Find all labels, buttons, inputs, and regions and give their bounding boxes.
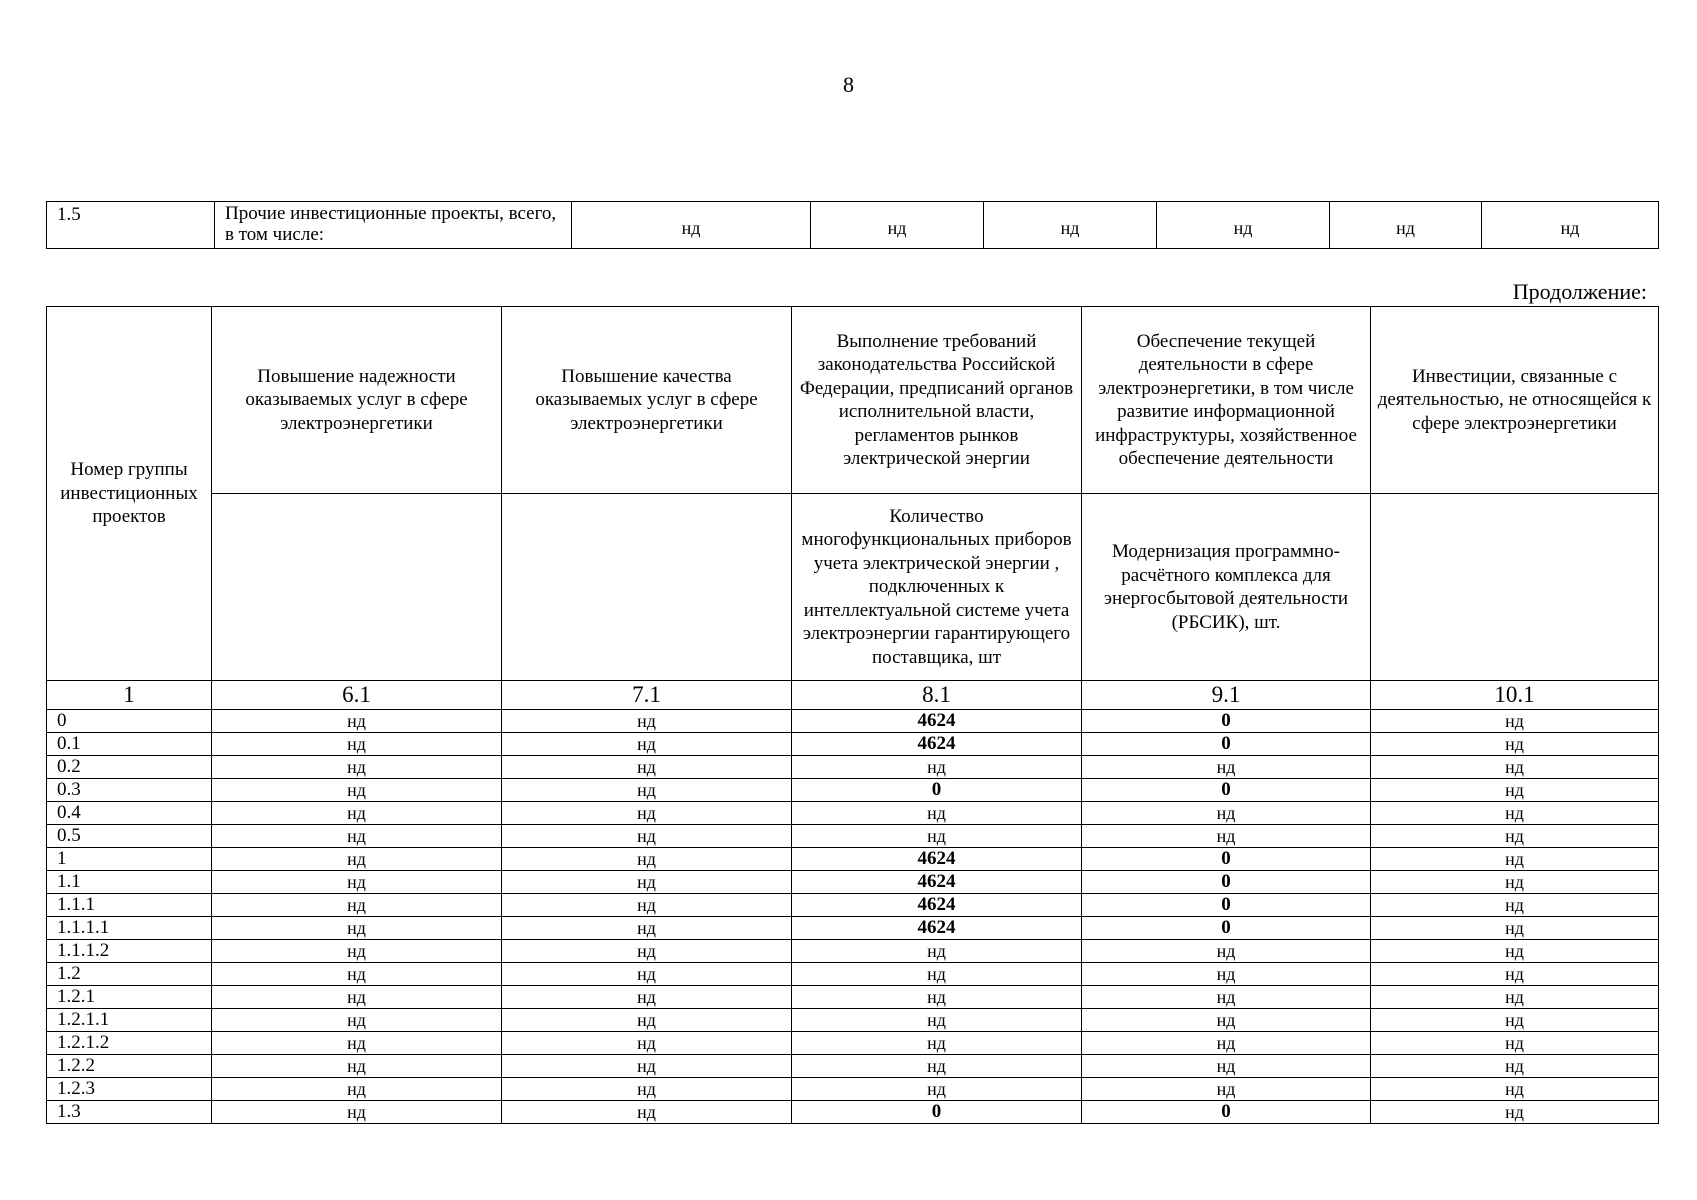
table-cell: нд xyxy=(502,825,792,848)
subheader-col7 xyxy=(502,494,792,681)
table-cell: нд xyxy=(1157,202,1330,249)
table-cell: нд xyxy=(212,756,502,779)
row-code: 0.3 xyxy=(47,779,212,802)
table-cell: 0 xyxy=(792,1101,1082,1124)
table-row xyxy=(47,963,1659,986)
table-cell: нд xyxy=(502,802,792,825)
table-cell: 0 xyxy=(792,779,1082,802)
table-cell: нд xyxy=(212,871,502,894)
table-row xyxy=(47,756,1659,779)
table-cell: 0 xyxy=(1082,710,1371,733)
table-cell: нд xyxy=(1082,1009,1371,1032)
table-cell: нд xyxy=(792,1009,1082,1032)
table-cell: нд xyxy=(212,1009,502,1032)
table-cell: нд xyxy=(502,871,792,894)
table-cell: нд xyxy=(572,202,811,249)
table-cell: нд xyxy=(1082,1055,1371,1078)
header-col9: Обеспечение текущей деятельности в сфере электроэнергетики, в том числе развитие информационной инфраструктуры, хозяйственное обеспечение деятельности xyxy=(1082,307,1371,494)
table-cell: нд xyxy=(212,963,502,986)
table-cell: нд xyxy=(792,963,1082,986)
table-row xyxy=(47,202,1659,249)
table-cell: нд xyxy=(1371,1055,1659,1078)
table-cell: нд xyxy=(212,986,502,1009)
continuation-label: Продолжение: xyxy=(1512,279,1647,304)
subheader-col9: Модернизация программно-расчётного комплекса для энергосбытовой деятельности (РБСИК), шт. xyxy=(1082,494,1371,681)
row-code: 1.2.1 xyxy=(47,986,212,1009)
row-code: 1.2.1.2 xyxy=(47,1032,212,1055)
table-cell: нд xyxy=(1082,940,1371,963)
table-cell: нд xyxy=(1371,710,1659,733)
row-code: 1.2 xyxy=(47,963,212,986)
subheader-col8: Количество многофункциональных приборов учета электрической энергии , подключенных к интеллектуальной системе учета электроэнергии гарантирующего поставщика, шт xyxy=(792,494,1082,681)
table-cell: нд xyxy=(1082,756,1371,779)
table-cell: 4624 xyxy=(792,871,1082,894)
table-cell: нд xyxy=(1371,756,1659,779)
table-row xyxy=(47,1055,1659,1078)
table-cell: нд xyxy=(1371,871,1659,894)
table-cell: нд xyxy=(502,986,792,1009)
table-cell: нд xyxy=(1371,779,1659,802)
row-code: 1.2.1.1 xyxy=(47,1009,212,1032)
table-cell: нд xyxy=(1371,894,1659,917)
table-cell: нд xyxy=(1371,1032,1659,1055)
table-cell: нд xyxy=(792,1055,1082,1078)
table-cell: нд xyxy=(1371,733,1659,756)
column-number: 10.1 xyxy=(1371,681,1659,710)
table-cell: нд xyxy=(792,940,1082,963)
table-cell: нд xyxy=(1371,1009,1659,1032)
table-cell: нд xyxy=(212,825,502,848)
table-cell: нд xyxy=(1082,986,1371,1009)
row-code: 0.5 xyxy=(47,825,212,848)
table-cell: нд xyxy=(212,1101,502,1124)
table-cell: нд xyxy=(212,848,502,871)
table-cell: нд xyxy=(212,710,502,733)
table-cell: нд xyxy=(1371,848,1659,871)
table-cell: нд xyxy=(502,1032,792,1055)
header-group-number: Номер группы инвестиционных проектов xyxy=(47,307,212,681)
table-row xyxy=(47,1078,1659,1101)
subheader-col10 xyxy=(1371,494,1659,681)
table-cell: нд xyxy=(1371,802,1659,825)
table-cell: 4624 xyxy=(792,848,1082,871)
row-code: 1.2.3 xyxy=(47,1078,212,1101)
table-row xyxy=(47,940,1659,963)
table-cell: нд xyxy=(1371,963,1659,986)
table-cell: нд xyxy=(1082,825,1371,848)
table-cell: нд xyxy=(212,1055,502,1078)
table-cell: нд xyxy=(212,940,502,963)
row-code: 1.1.1.1 xyxy=(47,917,212,940)
column-number: 9.1 xyxy=(1082,681,1371,710)
table-cell: 4624 xyxy=(792,917,1082,940)
row-code: 0.4 xyxy=(47,802,212,825)
table-cell: нд xyxy=(502,1101,792,1124)
row-code: 1.2.2 xyxy=(47,1055,212,1078)
table-cell: нд xyxy=(212,733,502,756)
subheader-col6 xyxy=(212,494,502,681)
table-cell: нд xyxy=(792,756,1082,779)
table-cell: нд xyxy=(502,1009,792,1032)
table-cell: нд xyxy=(792,1032,1082,1055)
row-code: 1 xyxy=(47,848,212,871)
column-number: 6.1 xyxy=(212,681,502,710)
investment-groups-table xyxy=(46,306,1659,1124)
table-row xyxy=(47,710,1659,733)
table-cell: нд xyxy=(502,963,792,986)
table-cell: нд xyxy=(811,202,984,249)
table-cell: нд xyxy=(984,202,1157,249)
table-row xyxy=(47,894,1659,917)
table-cell: нд xyxy=(1082,1078,1371,1101)
row-code: 1.3 xyxy=(47,1101,212,1124)
table-cell: нд xyxy=(502,1078,792,1101)
table-cell: нд xyxy=(212,917,502,940)
row-code: 1.1.1.2 xyxy=(47,940,212,963)
table-cell: 0 xyxy=(1082,917,1371,940)
header-col6: Повышение надежности оказываемых услуг в сфере электроэнергетики xyxy=(212,307,502,494)
table-cell: 0 xyxy=(1082,871,1371,894)
table-cell: нд xyxy=(502,940,792,963)
table-cell: нд xyxy=(502,733,792,756)
table-cell: нд xyxy=(212,802,502,825)
header-row xyxy=(47,307,1659,494)
table-row xyxy=(47,1032,1659,1055)
table-cell: нд xyxy=(212,894,502,917)
table-cell: нд xyxy=(1482,202,1659,249)
row-code: 1.1.1 xyxy=(47,894,212,917)
table-row xyxy=(47,779,1659,802)
row-code: 0.2 xyxy=(47,756,212,779)
row-code: 0 xyxy=(47,710,212,733)
header-col8: Выполнение требований законодательства Российской Федерации, предписаний органов исполнительной власти, регламентов рынков электрической энергии xyxy=(792,307,1082,494)
table-cell: нд xyxy=(792,1078,1082,1101)
row-code: 1.1 xyxy=(47,871,212,894)
table-cell: нд xyxy=(1082,1032,1371,1055)
table-cell: нд xyxy=(1082,802,1371,825)
table-cell: нд xyxy=(212,1032,502,1055)
table-cell: нд xyxy=(502,917,792,940)
table-cell: нд xyxy=(1371,825,1659,848)
table-cell: 0 xyxy=(1082,733,1371,756)
table-cell: нд xyxy=(792,825,1082,848)
header-col7: Повышение качества оказываемых услуг в сфере электроэнергетики xyxy=(502,307,792,494)
table-cell: нд xyxy=(1371,986,1659,1009)
column-number: 7.1 xyxy=(502,681,792,710)
table-cell: нд xyxy=(1371,1078,1659,1101)
row-code: 0.1 xyxy=(47,733,212,756)
column-number-row xyxy=(47,681,1659,710)
table-cell: 4624 xyxy=(792,710,1082,733)
row-label: Прочие инвестиционные проекты, всего, в том числе: xyxy=(215,202,572,249)
table-cell: нд xyxy=(502,756,792,779)
table-cell: нд xyxy=(1330,202,1482,249)
table-cell: 4624 xyxy=(792,894,1082,917)
row-code: 1.5 xyxy=(47,202,215,249)
table-row xyxy=(47,825,1659,848)
table-cell: нд xyxy=(502,779,792,802)
table-cell: 0 xyxy=(1082,779,1371,802)
table-row xyxy=(47,1009,1659,1032)
table-cell: 0 xyxy=(1082,1101,1371,1124)
table-row xyxy=(47,848,1659,871)
page-number: 8 xyxy=(843,72,854,97)
table-row xyxy=(47,986,1659,1009)
table-row xyxy=(47,733,1659,756)
column-number: 8.1 xyxy=(792,681,1082,710)
table-cell: нд xyxy=(792,802,1082,825)
table-cell: нд xyxy=(502,848,792,871)
table-cell: нд xyxy=(212,779,502,802)
table-cell: нд xyxy=(502,1055,792,1078)
table-cell: нд xyxy=(1371,940,1659,963)
table-row xyxy=(47,871,1659,894)
table-row xyxy=(47,802,1659,825)
table-cell: нд xyxy=(1371,1101,1659,1124)
table-cell: нд xyxy=(792,986,1082,1009)
subheader-row xyxy=(47,494,1659,681)
column-number: 1 xyxy=(47,681,212,710)
table-cell: нд xyxy=(1082,963,1371,986)
table-cell: нд xyxy=(1371,917,1659,940)
header-col10: Инвестиции, связанные с деятельностью, не относящейся к сфере электроэнергетики xyxy=(1371,307,1659,494)
table-body xyxy=(47,710,1659,1124)
table-cell: 0 xyxy=(1082,848,1371,871)
top-continuation-table xyxy=(46,201,1659,249)
table-cell: нд xyxy=(502,894,792,917)
table-cell: 4624 xyxy=(792,733,1082,756)
table-row xyxy=(47,917,1659,940)
table-cell: нд xyxy=(212,1078,502,1101)
table-cell: нд xyxy=(502,710,792,733)
table-cell: 0 xyxy=(1082,894,1371,917)
table-row xyxy=(47,1101,1659,1124)
